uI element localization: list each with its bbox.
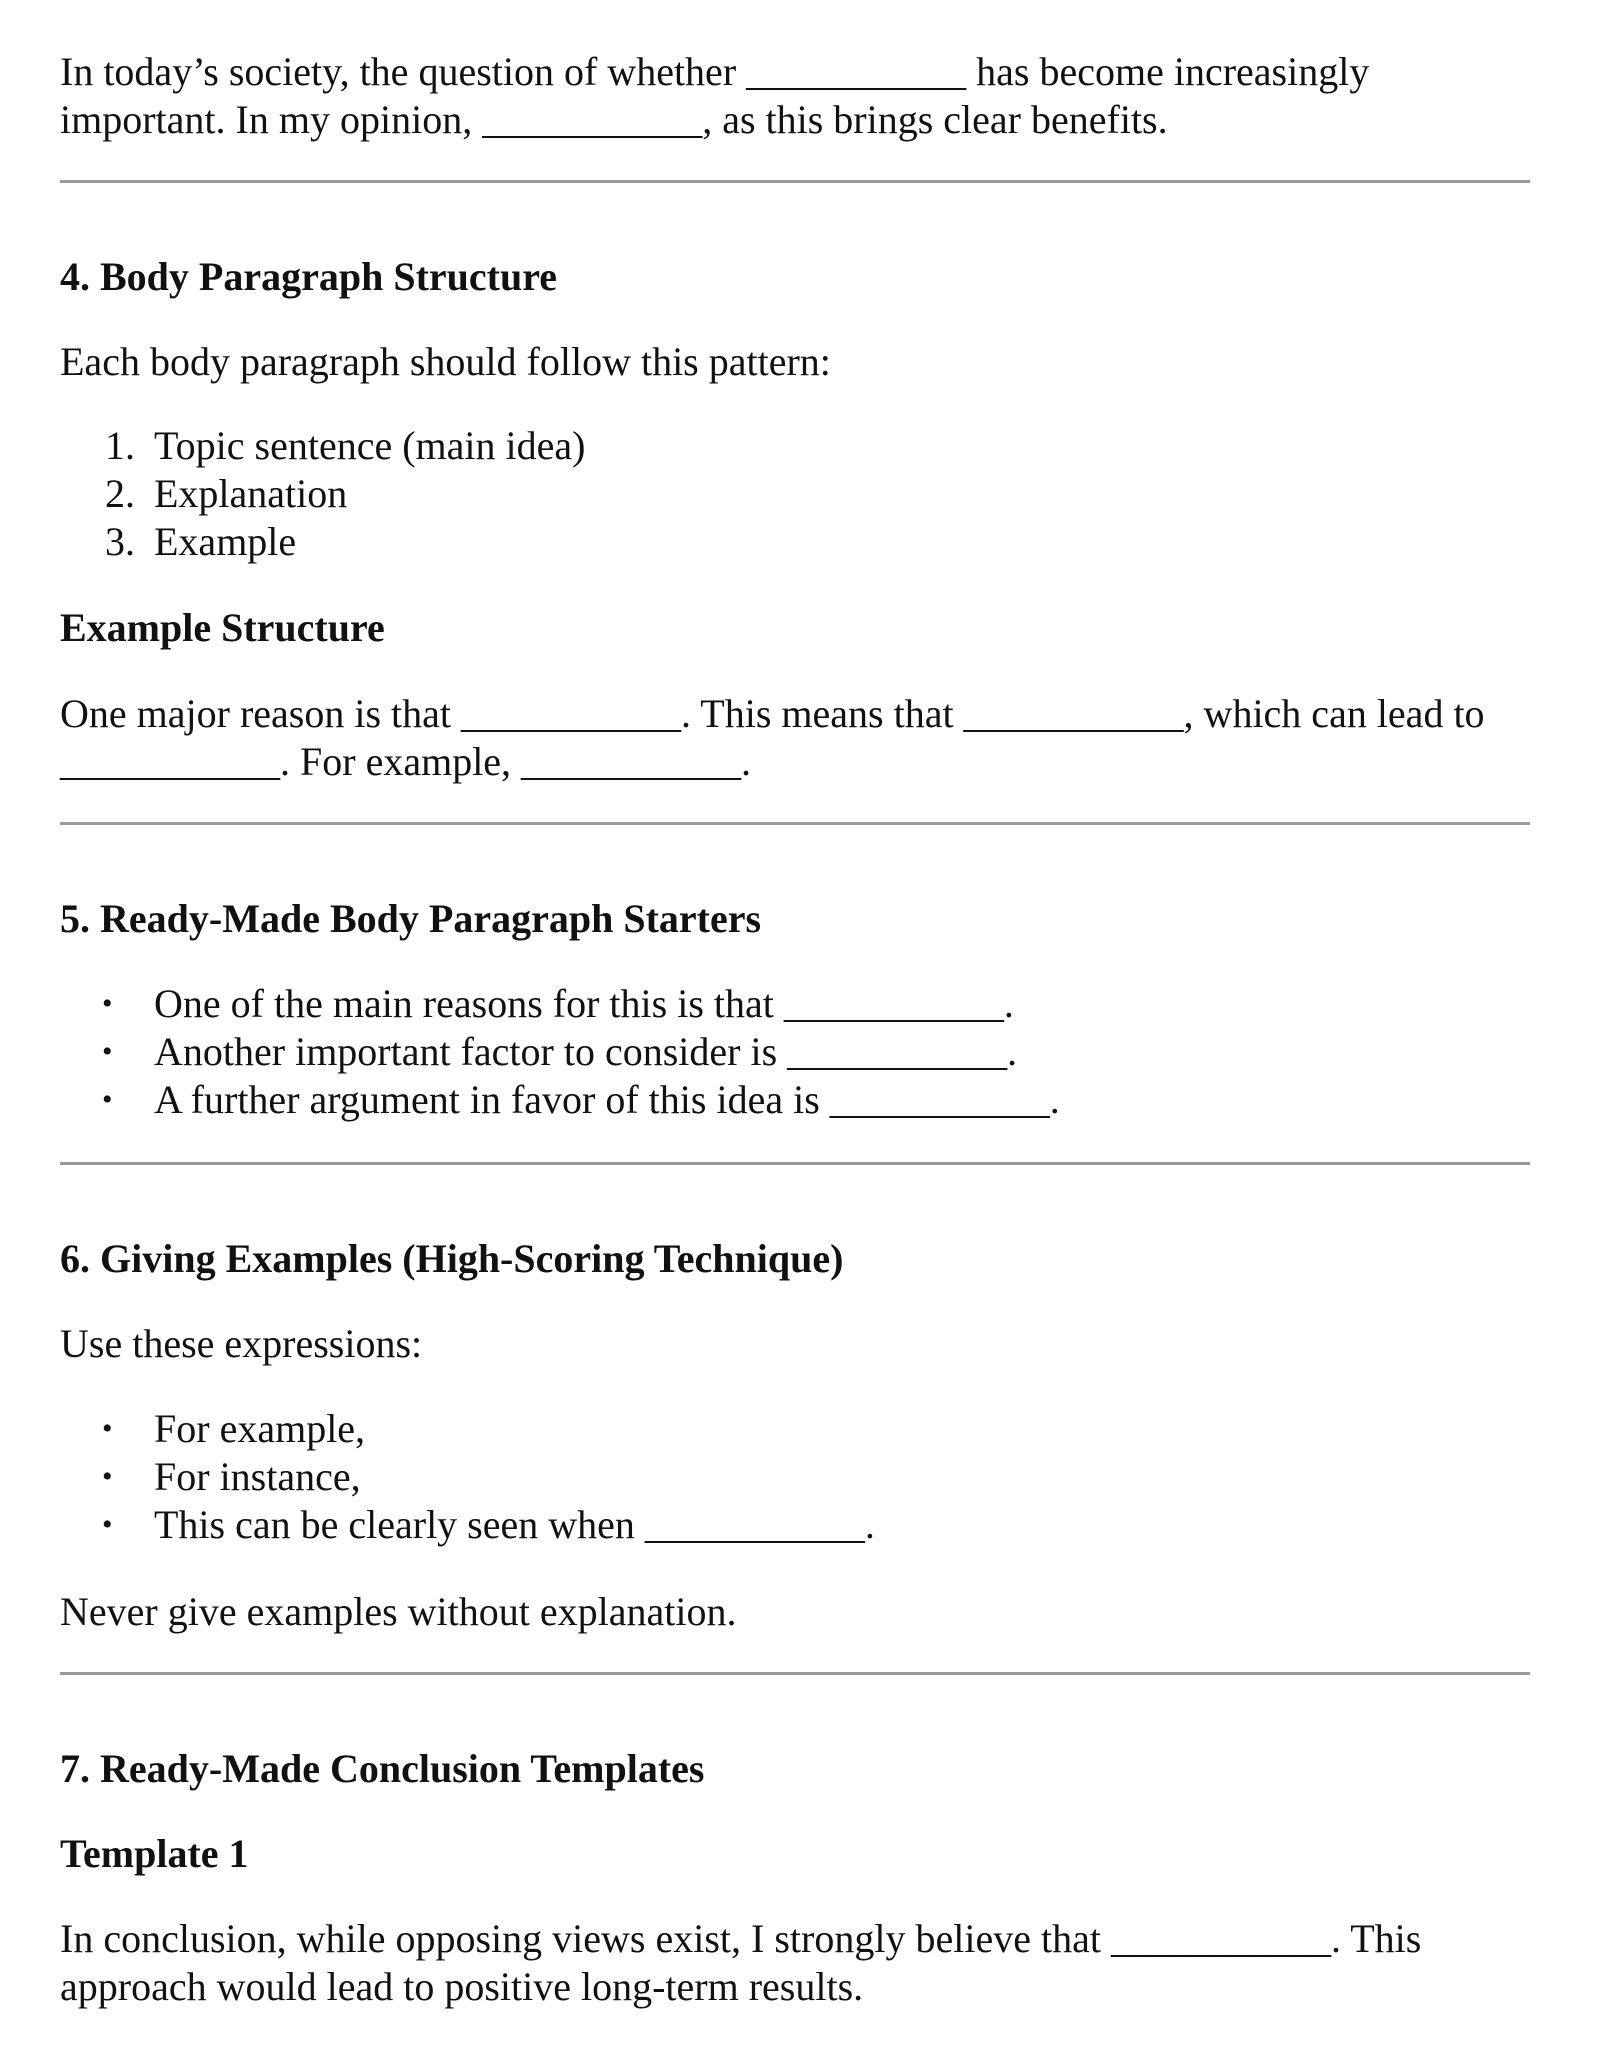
intro-line-1: In today’s society, the question of whether ___________ has become increasingly bbox=[60, 49, 1370, 94]
list-item bbox=[60, 1405, 1530, 1453]
bullet-icon: • bbox=[102, 1508, 113, 1541]
list-number: 2. bbox=[105, 471, 135, 516]
divider bbox=[60, 1162, 1530, 1165]
list-item-text: One of the main reasons for this is that ___________. bbox=[154, 981, 1014, 1026]
section-4-heading: 4. Body Paragraph Structure bbox=[60, 254, 558, 299]
conclusion-line-1: In conclusion, while opposing views exist, I strongly believe that ___________. This bbox=[60, 1916, 1422, 1961]
list-item-text: A further argument in favor of this idea is ___________. bbox=[154, 1077, 1060, 1122]
conclusion-line-2: approach would lead to positive long-term results. bbox=[60, 1964, 864, 2009]
list-item bbox=[60, 422, 1530, 470]
examples-expressions-list bbox=[60, 1405, 1530, 1549]
bullet-icon: • bbox=[102, 1035, 113, 1068]
list-item-text: This can be clearly seen when ___________. bbox=[154, 1502, 875, 1547]
body-starters-list bbox=[60, 980, 1530, 1124]
intro-line-2: important. In my opinion, ___________, as this brings clear benefits. bbox=[60, 97, 1168, 142]
list-number: 1. bbox=[105, 423, 135, 468]
list-item-text: Explanation bbox=[154, 471, 348, 516]
section-7-heading: 7. Ready-Made Conclusion Templates bbox=[60, 1746, 705, 1791]
list-item bbox=[60, 518, 1530, 566]
bullet-icon: • bbox=[102, 1460, 113, 1493]
bullet-icon: • bbox=[102, 1412, 113, 1445]
section-5-heading: 5. Ready-Made Body Paragraph Starters bbox=[60, 896, 762, 941]
list-item bbox=[60, 1076, 1530, 1124]
example-structure-heading: Example Structure bbox=[60, 605, 385, 650]
list-item bbox=[60, 470, 1530, 518]
template-1-heading: Template 1 bbox=[60, 1831, 249, 1876]
list-item bbox=[60, 980, 1530, 1028]
section-6-note: Never give examples without explanation. bbox=[60, 1589, 737, 1634]
divider bbox=[60, 1672, 1530, 1675]
section-6-heading: 6. Giving Examples (High-Scoring Technique) bbox=[60, 1236, 844, 1281]
list-item-text: Topic sentence (main idea) bbox=[154, 423, 586, 468]
divider bbox=[60, 180, 1530, 183]
example-line-2: ___________. For example, ___________. bbox=[60, 739, 752, 784]
list-item bbox=[60, 1453, 1530, 1501]
example-line-1: One major reason is that ___________. This means that ___________, which can lead to bbox=[60, 691, 1485, 736]
list-item-text: For example, bbox=[154, 1406, 366, 1451]
divider bbox=[60, 822, 1530, 825]
list-item-text: Example bbox=[154, 519, 297, 564]
list-number: 3. bbox=[105, 519, 135, 564]
list-item-text: Another important factor to consider is ___________. bbox=[154, 1029, 1018, 1074]
bullet-icon: • bbox=[102, 1083, 113, 1116]
section-4-lead: Each body paragraph should follow this pattern: bbox=[60, 339, 831, 384]
list-item-text: For instance, bbox=[154, 1454, 361, 1499]
list-item bbox=[60, 1028, 1530, 1076]
section-6-lead: Use these expressions: bbox=[60, 1321, 423, 1366]
body-structure-list bbox=[60, 422, 1530, 566]
list-item bbox=[60, 1501, 1530, 1549]
bullet-icon: • bbox=[102, 987, 113, 1020]
